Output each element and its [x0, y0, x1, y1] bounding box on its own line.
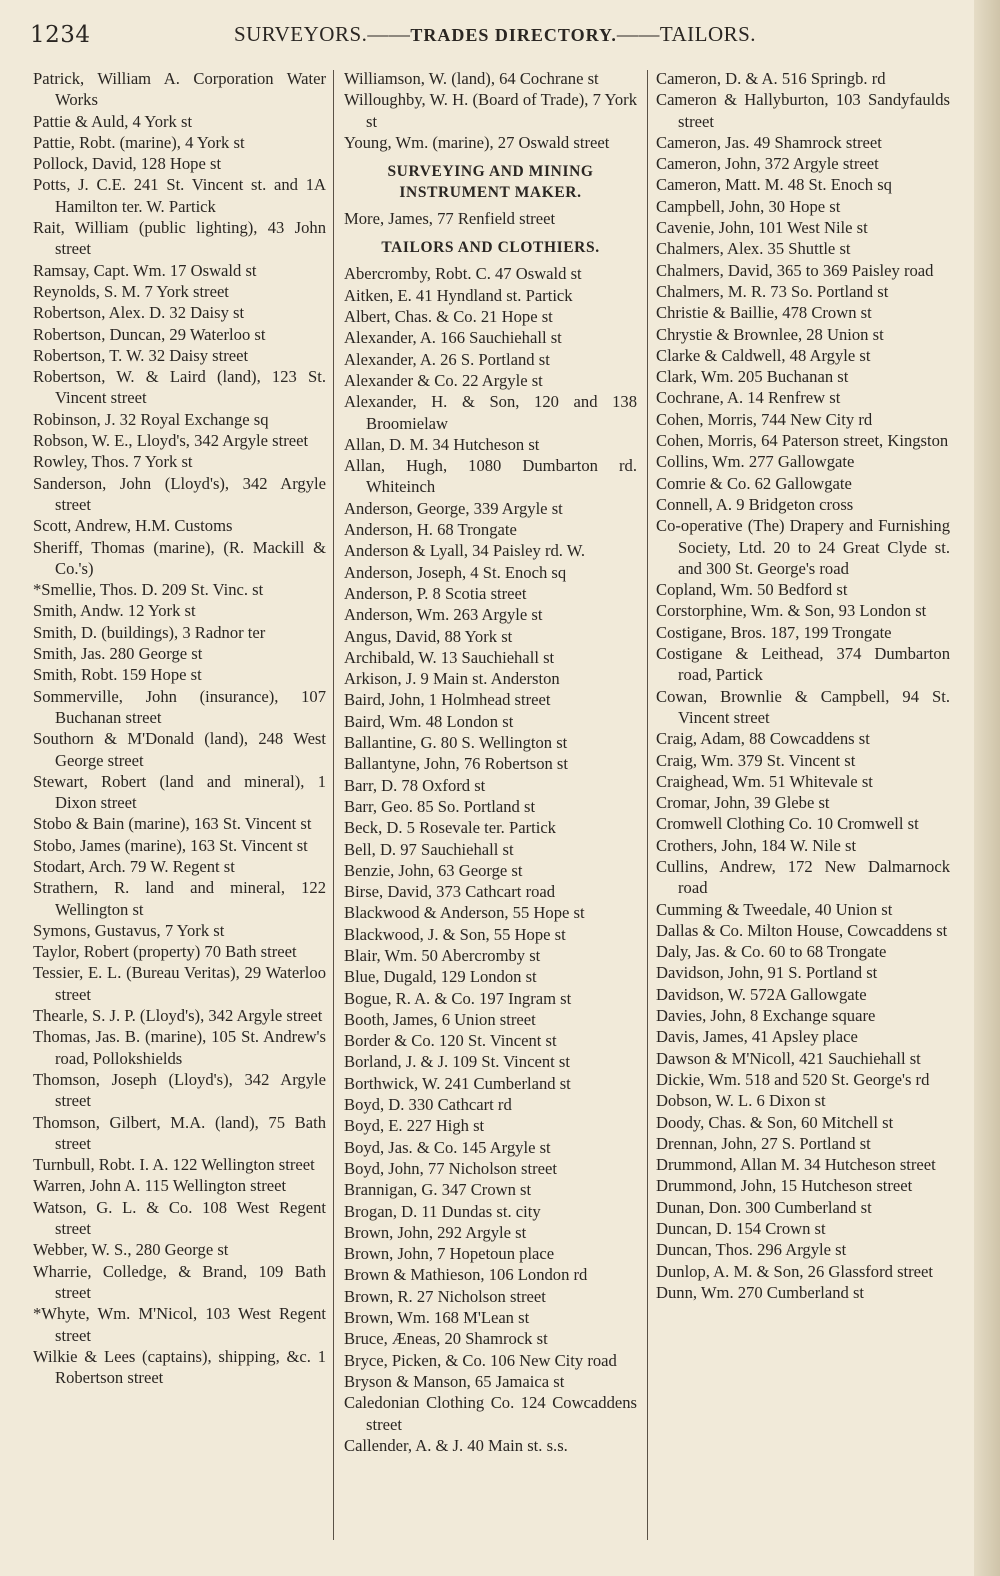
directory-entry: Anderson, Joseph, 4 St. Enoch sq	[344, 562, 567, 582]
directory-entry: Dobson, W. L. 6 Dixon st	[656, 1091, 826, 1111]
directory-entry: Davidson, John, 91 S. Portland st	[656, 963, 878, 983]
directory-entry: Beck, D. 5 Rosevale ter. Partick	[344, 818, 556, 838]
directory-entry: Abercromby, Robt. C. 47 Oswald st	[344, 264, 582, 284]
directory-entry: Drummond, John, 15 Hutcheson street	[656, 1176, 913, 1196]
directory-entry: Borthwick, W. 241 Cumberland st	[344, 1073, 571, 1093]
directory-entry: Dunan, Don. 300 Cumberland st	[656, 1197, 872, 1217]
directory-entry: Young, Wm. (marine), 27 Oswald street	[344, 132, 610, 152]
directory-entry: Clark, Wm. 205 Buchanan st	[656, 367, 849, 387]
directory-entry: Cohen, Morris, 64 Paterson street, Kingston	[656, 431, 949, 451]
directory-entry: Booth, James, 6 Union street	[344, 1009, 536, 1029]
column-3	[656, 68, 950, 1548]
directory-entry: Anderson, Wm. 263 Argyle st	[344, 605, 543, 625]
directory-entry: Boyd, John, 77 Nicholson street	[344, 1158, 557, 1178]
directory-entry: Davidson, W. 572A Gallowgate	[656, 984, 867, 1004]
directory-entry: Pattie & Auld, 4 York st	[33, 111, 193, 131]
directory-entry: Stewart, Robert (land and mineral), 1 Dixon street	[33, 771, 326, 813]
directory-entry: Cowan, Brownlie & Campbell, 94 St. Vincent street	[656, 686, 950, 727]
running-head-center: TRADES DIRECTORY.	[410, 25, 617, 45]
directory-entry: Bryson & Manson, 65 Jamaica st	[344, 1371, 565, 1391]
directory-entry: Alexander & Co. 22 Argyle st	[344, 370, 543, 390]
directory-entry: Bogue, R. A. & Co. 197 Ingram st	[344, 988, 572, 1008]
directory-entry: Warren, John A. 115 Wellington street	[33, 1176, 287, 1196]
directory-entry: Duncan, D. 154 Crown st	[656, 1219, 826, 1239]
directory-entry: Sheriff, Thomas (marine), (R. Mackill & Co.'s)	[33, 537, 326, 578]
directory-entry: Allan, D. M. 34 Hutcheson st	[344, 434, 540, 454]
directory-entry: Duncan, Thos. 296 Argyle st	[656, 1240, 847, 1260]
directory-entry: Baird, John, 1 Holmhead street	[344, 690, 551, 710]
directory-entry: Albert, Chas. & Co. 21 Hope st	[344, 307, 553, 327]
directory-entry: *Whyte, Wm. M'Nicol, 103 West Regent street	[33, 1304, 326, 1345]
directory-entry: Bell, D. 97 Sauchiehall st	[344, 839, 514, 859]
directory-entry: Callender, A. & J. 40 Main st. s.s.	[344, 1435, 568, 1455]
directory-entry: Wharrie, Colledge, & Brand, 109 Bath street	[33, 1261, 326, 1302]
directory-entry: Boyd, Jas. & Co. 145 Argyle st	[344, 1137, 551, 1157]
directory-entry: Bryce, Picken, & Co. 106 New City road	[344, 1350, 617, 1370]
section-heading: TAILORS AND CLOTHIERS.	[381, 239, 600, 257]
directory-entry: Cameron & Hallyburton, 103 Sandyfaulds street	[656, 90, 950, 131]
directory-entry: Robinson, J. 32 Royal Exchange sq	[33, 409, 269, 429]
directory-entry: Birse, David, 373 Cathcart road	[344, 882, 556, 902]
directory-entry: Corstorphine, Wm. & Son, 93 London st	[656, 601, 927, 621]
directory-entry: Cumming & Tweedale, 40 Union st	[656, 899, 893, 919]
directory-entry: Boyd, E. 227 High st	[344, 1116, 485, 1136]
directory-entry: Cameron, D. & A. 516 Springb. rd	[656, 69, 886, 88]
directory-entry: Wilkie & Lees (captains), shipping, &c. 1 Robertson street	[33, 1346, 326, 1388]
directory-entry: Dallas & Co. Milton House, Cowcaddens st	[656, 920, 948, 940]
directory-entry: Symons, Gustavus, 7 York st	[33, 920, 225, 940]
directory-entry: Rait, William (public lighting), 43 John street	[33, 218, 326, 259]
directory-entry: Potts, J. C.E. 241 St. Vincent st. and 1A Hamilton ter. W. Partick	[33, 175, 326, 216]
directory-entry: Turnbull, Robt. I. A. 122 Wellington street	[33, 1155, 315, 1175]
directory-entry: Ballantine, G. 80 S. Wellington st	[344, 733, 568, 753]
directory-entry: Brown & Mathieson, 106 London rd	[344, 1265, 588, 1285]
directory-entry: Bruce, Æneas, 20 Shamrock st	[344, 1329, 548, 1349]
directory-entry: More, James, 77 Renfield street	[344, 209, 556, 229]
running-head	[234, 22, 756, 47]
directory-entry: Barr, D. 78 Oxford st	[344, 775, 486, 795]
directory-entry: Davis, James, 41 Apsley place	[656, 1027, 858, 1047]
directory-entry: Costigane & Leithead, 374 Dumbarton road, Partick	[656, 644, 950, 685]
directory-entry: Comrie & Co. 62 Gallowgate	[656, 473, 852, 493]
page-header	[30, 22, 960, 58]
directory-entry: Cameron, John, 372 Argyle street	[656, 154, 879, 174]
directory-entry: Cromwell Clothing Co. 10 Cromwell st	[656, 814, 919, 834]
directory-entry: Cohen, Morris, 744 New City rd	[656, 409, 873, 429]
directory-entry: Ramsay, Capt. Wm. 17 Oswald st	[33, 260, 257, 280]
directory-entry: Benzie, John, 63 George st	[344, 860, 523, 880]
directory-entry: Connell, A. 9 Bridgeton cross	[656, 494, 854, 514]
directory-entry: Costigane, Bros. 187, 199 Trongate	[656, 622, 892, 642]
directory-entry: Scott, Andrew, H.M. Customs	[33, 516, 233, 536]
directory-entry: Brogan, D. 11 Dundas st. city	[344, 1201, 541, 1221]
directory-entry: Blue, Dugald, 129 London st	[344, 967, 537, 987]
directory-entry: Reynolds, S. M. 7 York street	[33, 281, 229, 301]
directory-entry: Alexander, A. 166 Sauchiehall st	[344, 328, 562, 348]
directory-entry: Cochrane, A. 14 Renfrew st	[656, 388, 841, 408]
directory-entry: Brown, John, 7 Hopetoun place	[344, 1244, 555, 1264]
directory-entry: Chalmers, Alex. 35 Shuttle st	[656, 239, 851, 259]
directory-entry: Taylor, Robert (property) 70 Bath street	[33, 942, 297, 962]
directory-entry: Sommerville, John (insurance), 107 Buchanan street	[33, 686, 326, 727]
directory-entry: Clarke & Caldwell, 48 Argyle st	[656, 345, 871, 365]
directory-entry: Rowley, Thos. 7 York st	[33, 452, 193, 472]
directory-entry: Robson, W. E., Lloyd's, 342 Argyle street	[33, 431, 309, 451]
directory-entry: Craig, Adam, 88 Cowcaddens st	[656, 729, 870, 749]
section-heading: SURVEYING AND MINING INSTRUMENT MAKER.	[387, 163, 594, 202]
directory-entry: Thomas, Jas. B. (marine), 105 St. Andrew's road, Pollokshields	[33, 1027, 326, 1068]
directory-entry: Baird, Wm. 48 London st	[344, 711, 514, 731]
directory-entry: Robertson, T. W. 32 Daisy street	[33, 345, 249, 365]
running-head-right: TAILORS.	[659, 22, 757, 46]
directory-entry: Blackwood, J. & Son, 55 Hope st	[344, 924, 566, 944]
directory-entry: Dawson & M'Nicoll, 421 Sauchiehall st	[656, 1048, 921, 1068]
directory-entry: Alexander, A. 26 S. Portland st	[344, 349, 550, 369]
directory-entry: Anderson & Lyall, 34 Paisley rd. W.	[344, 541, 586, 561]
directory-entry: Cullins, Andrew, 172 New Dalmarnock road	[656, 856, 950, 898]
directory-entry: Archibald, W. 13 Sauchiehall st	[344, 647, 555, 667]
directory-entry: Dickie, Wm. 518 and 520 St. George's rd	[656, 1069, 930, 1089]
directory-entry: Crothers, John, 184 W. Nile st	[656, 835, 857, 855]
running-head-left: SURVEYORS.	[233, 22, 368, 46]
directory-entry: Borland, J. & J. 109 St. Vincent st	[344, 1052, 570, 1072]
directory-entry: Smith, Andw. 12 York st	[33, 601, 196, 621]
directory-entry: Collins, Wm. 277 Gallowgate	[656, 452, 855, 472]
directory-entry: Cameron, Matt. M. 48 St. Enoch sq	[656, 175, 892, 195]
directory-entry: Daly, Jas. & Co. 60 to 68 Trongate	[656, 942, 887, 962]
directory-entry: Stodart, Arch. 79 W. Regent st	[33, 856, 235, 876]
directory-entry: Stobo & Bain (marine), 163 St. Vincent st	[33, 814, 312, 834]
directory-entry: Smith, Robt. 159 Hope st	[33, 665, 202, 685]
directory-entry: Ballantyne, John, 76 Robertson st	[344, 754, 568, 774]
directory-entry: Watson, G. L. & Co. 108 West Regent street	[33, 1197, 326, 1239]
directory-entry: Dunlop, A. M. & Son, 26 Glassford street	[656, 1261, 934, 1281]
column-divider	[333, 70, 334, 1540]
directory-entry: Campbell, John, 30 Hope st	[656, 196, 841, 216]
directory-entry: Pattie, Robt. (marine), 4 York st	[33, 132, 245, 152]
directory-entry: Chrystie & Brownlee, 28 Union st	[656, 324, 884, 344]
directory-entry: Anderson, P. 8 Scotia street	[344, 583, 527, 603]
directory-entry: Copland, Wm. 50 Bedford st	[656, 580, 848, 600]
directory-entry: Sanderson, John (Lloyd's), 342 Argyle street	[33, 473, 326, 514]
directory-entry: Chalmers, David, 365 to 369 Paisley road	[656, 260, 934, 280]
directory-entry: *Smellie, Thos. D. 209 St. Vinc. st	[33, 580, 264, 600]
directory-entry: Tessier, E. L. (Bureau Veritas), 29 Waterloo street	[33, 963, 326, 1004]
directory-entry: Robertson, Alex. D. 32 Daisy st	[33, 303, 245, 323]
column-1	[33, 68, 326, 1548]
directory-entry: Drennan, John, 27 S. Portland st	[656, 1133, 871, 1153]
directory-entry: Drummond, Allan M. 34 Hutcheson street	[656, 1155, 936, 1175]
page-edge	[974, 0, 1000, 1576]
directory-entry: Craig, Wm. 379 St. Vincent st	[656, 750, 856, 770]
directory-entry: Angus, David, 88 York st	[344, 626, 513, 646]
directory-entry: Doody, Chas. & Son, 60 Mitchell st	[656, 1112, 894, 1132]
page-number: 1234	[30, 22, 91, 48]
directory-entry: Co-operative (The) Drapery and Furnishing Society, Ltd. 20 to 24 Great Clyde st. and 300 St. George's road	[656, 516, 950, 578]
directory-entry: Blackwood & Anderson, 55 Hope st	[344, 903, 585, 923]
directory-entry: Davies, John, 8 Exchange square	[656, 1006, 876, 1026]
directory-entry: Smith, D. (buildings), 3 Radnor ter	[33, 622, 266, 642]
directory-entry: Barr, Geo. 85 So. Portland st	[344, 796, 536, 816]
running-head-separator: ——	[616, 22, 660, 46]
directory-entry: Allan, Hugh, 1080 Dumbarton rd. Whiteinch	[344, 456, 637, 497]
directory-entry: Christie & Baillie, 478 Crown st	[656, 303, 872, 323]
directory-entry: Craighead, Wm. 51 Whitevale st	[656, 771, 873, 791]
directory-entry: Caledonian Clothing Co. 124 Cowcaddens street	[344, 1393, 637, 1434]
directory-entry: Thomson, Gilbert, M.A. (land), 75 Bath street	[33, 1112, 326, 1153]
directory-entry: Webber, W. S., 280 George st	[33, 1240, 229, 1260]
directory-entry: Brown, R. 27 Nicholson street	[344, 1286, 546, 1306]
directory-entry: Chalmers, M. R. 73 So. Portland st	[656, 281, 889, 301]
directory-entry: Pollock, David, 128 Hope st	[33, 154, 222, 174]
directory-entry: Smith, Jas. 280 George st	[33, 644, 203, 664]
column-2	[344, 68, 637, 1548]
directory-entry: Aitken, E. 41 Hyndland st. Partick	[344, 285, 573, 305]
directory-entry: Cameron, Jas. 49 Shamrock street	[656, 132, 882, 152]
directory-entry: Stobo, James (marine), 163 St. Vincent st	[33, 835, 308, 855]
directory-entry: Williamson, W. (land), 64 Cochrane st	[344, 69, 599, 88]
directory-entry: Thomson, Joseph (Lloyd's), 342 Argyle street	[33, 1069, 326, 1111]
directory-entry: Thearle, S. J. P. (Lloyd's), 342 Argyle street	[33, 1006, 323, 1026]
directory-entry: Blair, Wm. 50 Abercromby st	[344, 945, 541, 965]
column-divider	[647, 70, 648, 1540]
directory-entry: Robertson, Duncan, 29 Waterloo st	[33, 324, 266, 344]
directory-entry: Boyd, D. 330 Cathcart rd	[344, 1095, 512, 1115]
directory-entry: Brown, Wm. 168 M'Lean st	[344, 1308, 530, 1328]
directory-entry: Strathern, R. land and mineral, 122 Wellington st	[33, 878, 326, 919]
directory-entry: Border & Co. 120 St. Vincent st	[344, 1031, 557, 1051]
directory-entry: Willoughby, W. H. (Board of Trade), 7 York st	[344, 90, 637, 131]
directory-entry: Robertson, W. & Laird (land), 123 St. Vincent street	[33, 367, 326, 408]
directory-entry: Brown, John, 292 Argyle st	[344, 1222, 527, 1242]
running-head-separator: ——	[367, 22, 411, 46]
directory-entry: Anderson, George, 339 Argyle st	[344, 498, 563, 518]
directory-entry: Dunn, Wm. 270 Cumberland st	[656, 1282, 865, 1302]
directory-entry: Anderson, H. 68 Trongate	[344, 520, 517, 540]
directory-entry: Cromar, John, 39 Glebe st	[656, 793, 830, 813]
directory-entry: Arkison, J. 9 Main st. Anderston	[344, 669, 560, 689]
directory-entry: Alexander, H. & Son, 120 and 138 Broomielaw	[344, 392, 637, 433]
directory-entry: Southorn & M'Donald (land), 248 West George street	[33, 729, 326, 770]
directory-entry: Cavenie, John, 101 West Nile st	[656, 218, 868, 238]
directory-entry: Brannigan, G. 347 Crown st	[344, 1180, 532, 1200]
directory-entry: Patrick, William A. Corporation Water Works	[33, 69, 326, 110]
